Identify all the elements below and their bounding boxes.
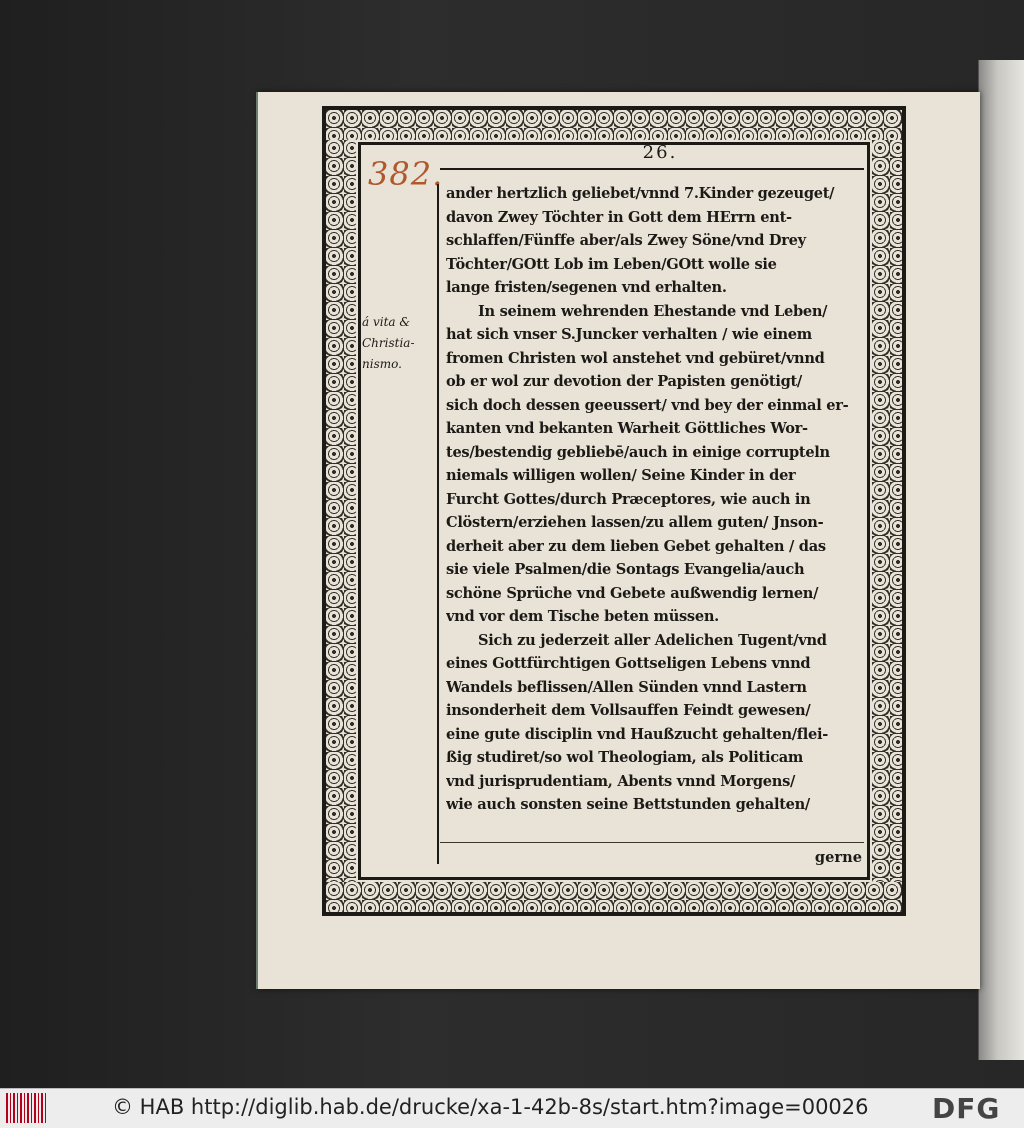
text-line: hat sich vnser S.Juncker verhalten / wie einem bbox=[446, 326, 812, 343]
text-line: wie auch sonsten seine Bettstunden gehalten/ bbox=[446, 796, 810, 813]
text-line: insonderheit dem Vollsauffen Feindt gewesen/ bbox=[446, 702, 811, 719]
next-page-edge bbox=[978, 60, 1024, 1060]
dfg-logo: DFG bbox=[932, 1092, 1001, 1125]
text-line: ob er wol zur devotion der Papisten genötigt/ bbox=[446, 373, 802, 390]
header-rule bbox=[440, 168, 864, 170]
margin-note-line: Christia- bbox=[362, 336, 415, 350]
margin-column-rule bbox=[437, 184, 439, 864]
text-line: davon Zwey Töchter in Gott dem HErrn ent- bbox=[446, 208, 792, 226]
text-line: fromen Christen wol anstehet vnd gebüret/vnnd bbox=[446, 349, 825, 367]
text-line: kanten vnd bekanten Warheit Göttliches Wor- bbox=[446, 420, 808, 437]
margin-note bbox=[362, 312, 436, 375]
catchword: gerne bbox=[814, 849, 862, 866]
text-line: Furcht Gottes/durch Præceptores, wie auch in bbox=[446, 490, 811, 508]
body-text bbox=[446, 182, 862, 817]
text-line: sie viele Psalmen/die Sontags Evangelia/auch bbox=[446, 561, 805, 578]
text-line: tes/bestendig gebliebē/auch in einige corrupteln bbox=[446, 443, 830, 461]
text-line: Sich zu jederzeit aller Adelichen Tugent/vnd bbox=[478, 631, 827, 649]
text-line: derheit aber zu dem lieben Gebet gehalten / das bbox=[446, 537, 826, 555]
text-line: In seinem wehrenden Ehestande vnd Leben/ bbox=[478, 302, 828, 320]
text-line: vnd jurisprudentiam, Abents vnnd Morgens/ bbox=[446, 772, 796, 790]
copyright-url[interactable]: © HAB http://diglib.hab.de/drucke/xa-1-42b-8s/start.htm?image=00026 bbox=[112, 1095, 869, 1119]
text-line: ßig studiret/so wol Theologiam, als Politicam bbox=[446, 749, 804, 766]
text-line: schöne Sprüche vnd Gebete außwendig lernen/ bbox=[446, 584, 819, 602]
text-line: Töchter/GOtt Lob im Leben/GOtt wolle sie bbox=[446, 255, 777, 273]
page-number: 26. bbox=[642, 142, 678, 163]
text-line: ander hertzlich geliebet/vnnd 7.Kinder gezeuget/ bbox=[446, 185, 835, 202]
text-line: sich doch dessen geeussert/ vnd bey der einmal er- bbox=[446, 396, 849, 414]
footer-rule bbox=[440, 842, 864, 843]
text-line: Clöstern/erziehen lassen/zu allem guten/ Jnson- bbox=[446, 514, 824, 531]
text-line: niemals willigen wollen/ Seine Kinder in der bbox=[446, 467, 796, 484]
text-line: schlaffen/Fünffe aber/als Zwey Söne/vnd Drey bbox=[446, 232, 806, 249]
margin-note-line: nismo. bbox=[362, 357, 402, 371]
margin-note-line: á vita & bbox=[362, 315, 411, 329]
text-line: eines Gottfürchtigen Gottseligen Lebens vnnd bbox=[446, 655, 811, 672]
text-line: Wandels beflissen/Allen Sünden vnnd Lastern bbox=[446, 678, 807, 696]
text-line: lange fristen/segenen vnd erhalten. bbox=[446, 279, 727, 296]
barcode-icon bbox=[6, 1093, 48, 1123]
text-line: vnd vor dem Tische beten müssen. bbox=[446, 608, 719, 625]
text-line: eine gute disciplin vnd Haußzucht gehalten/flei- bbox=[446, 725, 829, 743]
viewer-footer bbox=[0, 1088, 1024, 1128]
handwritten-number: 382. bbox=[368, 155, 444, 193]
